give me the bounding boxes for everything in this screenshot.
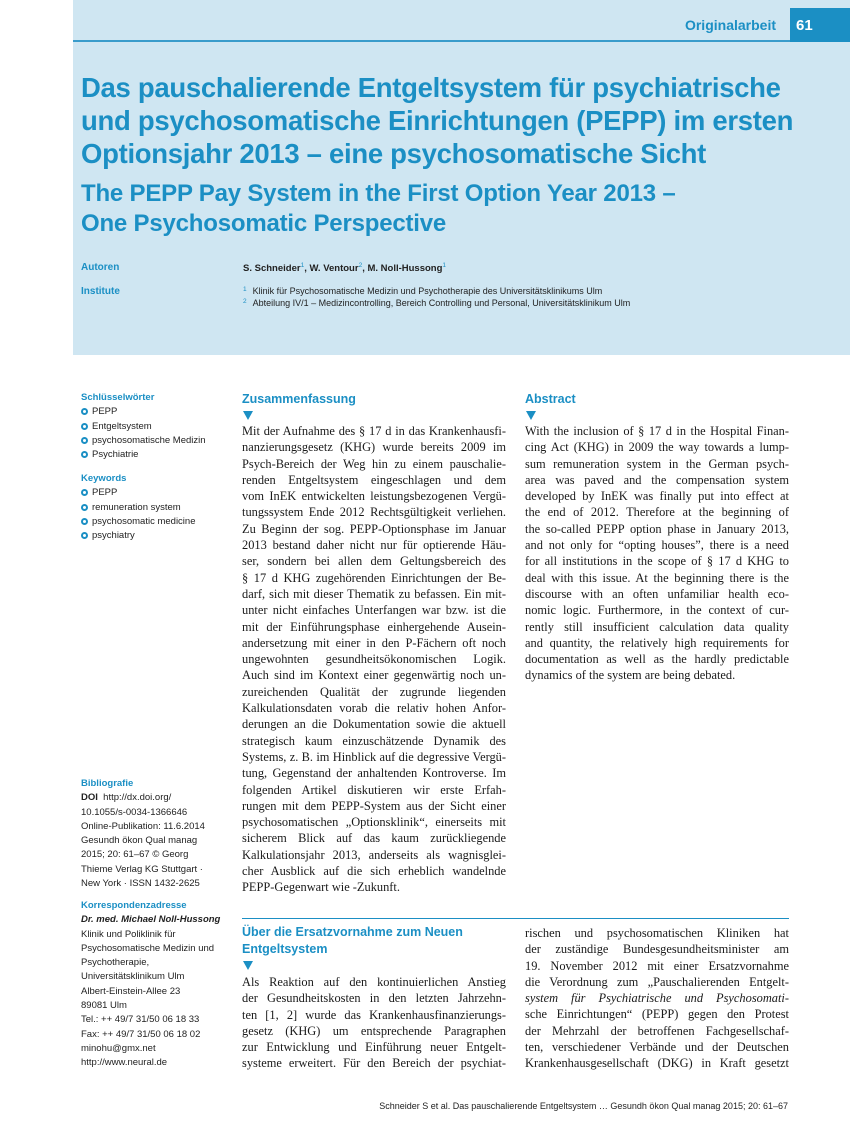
text-line: rungen mit dem PEPP-System aus der Sicht einer [242, 798, 506, 813]
section-divider [242, 918, 789, 919]
bullet-icon [81, 408, 88, 415]
text-line: nanzierungsgesetz (KHG) wurde bereits 2009 im [242, 440, 506, 455]
text-line: tung, Gegenstand der anhaltenden Kontroverse. Im [242, 766, 506, 781]
institute-item [243, 298, 630, 308]
text-line: tungssystem Ende 2012 Rechtsgültigkeit verliehen. [242, 505, 506, 520]
text-line: Kalkulationsdaten vorab die relativ hohen Anfor- [242, 701, 506, 716]
author-affiliation: 1 [300, 262, 305, 269]
author-affiliation: 2 [358, 262, 363, 269]
text-line: sicherem Blick auf das kaum zurückliegende [242, 831, 506, 846]
keyword-text: psychosomatic medicine [92, 515, 196, 527]
text-line: documentation as well as the hardly predictable [525, 652, 789, 667]
email-link[interactable]: minohu@gmx.net [81, 1042, 156, 1054]
title-german-line: und psychosomatische Einrichtungen (PEPP) im ersten [81, 105, 794, 136]
text-line: deal with this issue. At the beginning there is the [525, 570, 789, 585]
text-line: sche Einrichtungen“ (PEPP) gegen den Protest [525, 1007, 789, 1022]
correspondence-line: 89081 Ulm [81, 1000, 127, 1012]
bullet-icon [81, 423, 88, 430]
text-line: ten [1, 2] wurde das Krankenhausfinanzierungs- [242, 1007, 506, 1022]
text-line: 2013 bestand daher nicht nur für optierende Häu- [242, 538, 506, 553]
text-line: rently still insufficient calculation data quality [525, 619, 789, 634]
section-heading-line: Über die Ersatzvornahme zum Neuen [242, 925, 463, 939]
author-affiliation: 1 [442, 262, 447, 269]
bibliography [81, 777, 231, 891]
text-line: 19. November 2012 mit einer Ersatzvornahme [525, 958, 789, 973]
correspondence-line: Universitätsklinikum Ulm [81, 971, 185, 983]
zusammenfassung-heading [242, 391, 356, 408]
website-link[interactable]: http://www.neural.de [81, 1057, 168, 1069]
text-line: ungewohnten gesundheitsökonomischen Logik. [242, 652, 506, 667]
text-line: and quantity, the relatively high requirements for [525, 635, 789, 650]
institute-text: Klinik für Psychosomatische Medizin und Psychotherapie des Universitätsklinikums Ulm [252, 286, 603, 296]
text-line: Psych-Bereich der Weg hin zu einem pauschalie- [242, 456, 506, 471]
authors-label: Autoren [81, 262, 120, 273]
text-line: renden Entgeltsystem eingeschlagen und dem [242, 472, 506, 487]
text-line: rischen und psychosomatischen Kliniken hat [525, 926, 789, 940]
text-line: With the inclusion of § 17 d in the Hospital Finan- [525, 424, 789, 438]
title-english-line: The PEPP Pay System in the First Option Year 2013 – [81, 180, 676, 207]
text-line: gesetz (KHG) um entsprechende Paragraphen [242, 1023, 506, 1038]
text-line: system für Psychiatrische und Psychosomati- [525, 991, 789, 1006]
keywords-en-heading: Keywords [81, 473, 127, 484]
author-name: W. Ventour [309, 263, 359, 274]
text-line: darf, sich mit dieser Thematik zu befassen. Ein mit- [242, 586, 506, 601]
text-line: cing Act (KHG) in 2009 the way towards a lump- [525, 440, 789, 455]
page-number: 61 [790, 8, 850, 42]
text-line: Mit der Aufnahme des § 17 d in das Krankenhausfi- [242, 424, 506, 438]
title-english-line: One Psychosomatic Perspective [81, 210, 447, 237]
text-line: Als Reaktion auf den kontinuierlichen Anstieg [242, 975, 506, 989]
institute-number: 2 [243, 298, 247, 305]
keyword-text: psychosomatische Medizin [92, 434, 206, 446]
title-german-line: Optionsjahr 2013 – eine psychosomatische Sicht [81, 138, 707, 169]
bibliography-line: Gesundh ökon Qual manag [81, 835, 198, 847]
text-line: sum remuneration system in the German psych- [525, 456, 789, 471]
triangle-down-icon [243, 961, 253, 970]
bibliography-heading: Bibliografie [81, 778, 134, 789]
text-line: and not only for “opting houses”, there is a need [525, 538, 789, 553]
abstract-body [525, 423, 789, 684]
correspondence-line: Albert-Einstein-Allee 23 [81, 985, 181, 997]
correspondence-heading: Korrespondenzadresse [81, 900, 187, 911]
text-line: der Mehrzahl der betroffenen Fachgesellschaf- [525, 1023, 789, 1038]
keyword-text: remuneration system [92, 501, 181, 513]
keyword-item [81, 420, 231, 434]
keyword-item [81, 486, 231, 500]
text-line: zur Entwicklung und Einführung neuer Entgelt- [242, 1040, 506, 1055]
correspondence-line: Psychotherapie, [81, 957, 150, 969]
text-line: zureichenden Qualität der zugrunde liegenden [242, 684, 506, 699]
section-body-right [525, 925, 789, 1072]
institute-number: 1 [243, 286, 247, 293]
text-line: area was paved and the compensation system [525, 472, 789, 487]
keyword-item [81, 529, 231, 543]
text-line: Kalkulationsjahr 2013, anderseits als wagnisglei- [242, 847, 506, 862]
text-line: PEPP-Gegenwart wie -Zukunft. [242, 880, 400, 895]
institutes-label: Institute [81, 286, 120, 297]
doi-label: DOI [81, 792, 98, 804]
text-line: the so-called PEPP option phase in January 2013, [525, 521, 789, 536]
institute-text: Abteilung IV/1 – Medizincontrolling, Bereich Controlling und Personal, Universitätsklinikum Ulm [252, 298, 631, 308]
text-line: § 17 d KHG zugehörenden Einrichtungen der Be- [242, 570, 506, 585]
text-line: ser, sondern bei allen dem Geltungsbereich des [242, 554, 506, 569]
keyword-item [81, 448, 231, 462]
title-german-line: Das pauschalierende Entgeltsystem für psychiatrische [81, 72, 781, 103]
text-line: mit der Einführungsphase einhergehende Ausein- [242, 619, 506, 634]
keyword-text: Entgeltsystem [92, 420, 152, 432]
bullet-icon [81, 518, 88, 525]
bibliography-line: New York · ISSN 1432-2625 [81, 878, 200, 890]
text-line: vom InEK entwickelten leistungsbezogenen Vergü- [242, 489, 506, 504]
text-line: der Gesundheitskosten in den letzten Jahrzehn- [242, 991, 506, 1006]
triangle-down-icon [243, 411, 253, 420]
abstract-heading [525, 391, 576, 408]
bibliography-line: Online-Publikation: 11.6.2014 [81, 820, 205, 832]
header-rule [73, 40, 850, 42]
zusammenfassung-body [242, 423, 506, 896]
bullet-icon [81, 532, 88, 539]
text-line: die Verordnung zum „Pauschalierenden Entgelt- [525, 974, 789, 989]
keyword-item [81, 501, 231, 515]
correspondence-name: Dr. med. Michael Noll-Hussong [81, 914, 221, 926]
abstract-heading-text: Abstract [525, 392, 576, 406]
text-line: strategisch kaum einzuschätzende Dynamik des [242, 733, 506, 748]
bibliography-line: 2015; 20: 61–67 © Georg [81, 849, 189, 861]
institute-item [243, 286, 602, 296]
author-list [243, 262, 446, 274]
text-line: derungen an die Dokumentation sowie die aktuell [242, 717, 506, 732]
section-heading-line: Entgeltsystem [242, 942, 328, 956]
text-line: folgenden Artikel diskutieren wir erste Erfah- [242, 782, 506, 797]
text-line: Auch sind im Kontext einer gegenwärtig noch un- [242, 668, 506, 683]
author-name: M. Noll-Hussong [367, 263, 443, 274]
bullet-icon [81, 504, 88, 511]
author-name: S. Schneider [243, 263, 301, 274]
text-line: psychosomatischen „Optionsklinik“, einerseits mit [242, 815, 506, 830]
text-line: cher Ausblick auf die sich erheblich wandelnde [242, 864, 506, 879]
keyword-item [81, 515, 231, 529]
keyword-text: psychiatry [92, 530, 135, 542]
keyword-text: PEPP [92, 406, 118, 418]
correspondence-line: Psychosomatische Medizin und [81, 942, 215, 954]
bibliography-line: 10.1055/s-0034-1366646 [81, 806, 188, 818]
correspondence-line: Tel.: ++ 49/7 31/50 06 18 33 [81, 1014, 200, 1026]
text-line: unter nicht einfaches Unterfangen war bzw. ist die [242, 603, 506, 618]
text-line: Zu Beginn der sog. PEPP-Optionsphase im Januar [242, 521, 506, 536]
author-separator: , [362, 263, 368, 274]
bibliography-line [81, 791, 231, 805]
text-line: dynamics of the system are being debated. [525, 668, 736, 683]
text-line: discourse with an often unfamiliar health eco- [525, 586, 789, 601]
triangle-down-icon [526, 411, 536, 420]
author-separator: , [304, 263, 310, 274]
section-label: Originalarbeit [684, 17, 776, 33]
text-line: for all institutions in the scope of § 17 d KHG to [525, 554, 789, 569]
title-german [81, 71, 821, 170]
text-line: der zuständige Bundesgesundheitsminister am [525, 942, 789, 957]
bullet-icon [81, 437, 88, 444]
text-line: the end of 2012. Therefore at the beginning of [525, 505, 789, 520]
bibliography-line: Thieme Verlag KG Stuttgart · [81, 863, 203, 875]
keyword-text: PEPP [92, 487, 118, 499]
zusammenfassung-heading-text: Zusammenfassung [242, 392, 356, 406]
section-body-left [242, 974, 506, 1072]
correspondence-line: Fax: ++ 49/7 31/50 06 18 02 [81, 1028, 201, 1040]
doi-url[interactable]: http://dx.doi.org/ [103, 792, 172, 804]
keywords-de [81, 391, 231, 462]
keyword-item [81, 434, 231, 448]
correspondence [81, 899, 231, 1071]
section-heading [242, 924, 463, 958]
correspondence-line: Klinik und Poliklinik für [81, 928, 176, 940]
text-line: ten, verschiedener Verbände und der Deutschen [525, 1040, 789, 1055]
text-line: systeme erweitert. Für den Bereich der psychiat- [242, 1056, 506, 1071]
text-line: developed by InEK was finally put into effect at [525, 489, 789, 504]
text-line: andersetzung mit einer in den P-Fächern oft noch [242, 635, 506, 650]
keyword-text: Psychiatrie [92, 449, 139, 461]
keyword-item [81, 405, 231, 419]
title-english [81, 179, 821, 239]
text-line: Krankenhausgesellschaft (DKG) in Kraft gesetzt [525, 1056, 789, 1071]
keywords-en [81, 472, 231, 543]
bullet-icon [81, 451, 88, 458]
page-footer: Schneider S et al. Das pauschalierende Entgeltsystem … Gesundh ökon Qual manag 2015; 20: 61–67 [379, 1101, 788, 1111]
text-line: Systems, z. B. im Hinblick auf die degressive Vergü- [242, 749, 506, 764]
keywords-de-heading: Schlüsselwörter [81, 392, 155, 403]
text-line: nomic logic. Furthermore, in the context of cur- [525, 603, 789, 618]
bullet-icon [81, 489, 88, 496]
